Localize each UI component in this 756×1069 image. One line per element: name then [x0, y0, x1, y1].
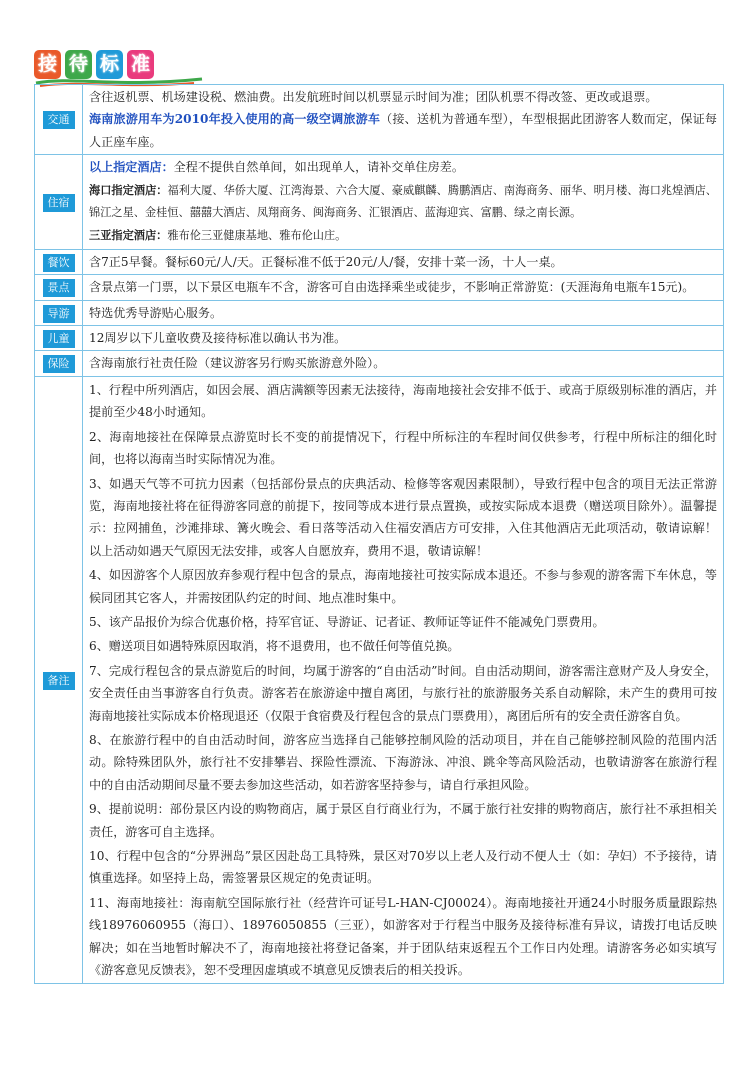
hotel-lead-line	[89, 156, 717, 178]
guide-label: 导游	[43, 305, 75, 323]
remark-note: 10、行程中包含的“分界洲岛”景区因赴岛工具特殊，景区对70岁以上老人及行动不便人士（如：孕妇）不予接待，请慎重选择。如坚持上岛，需签署景区规定的免责证明。	[89, 849, 717, 886]
banner-char: 准	[127, 50, 154, 79]
row-guide	[35, 300, 724, 325]
meals-label: 餐饮	[43, 254, 75, 272]
row-insurance	[35, 351, 724, 376]
row-label-cell	[35, 351, 83, 376]
banner-char: 待	[65, 50, 92, 79]
remark-note: 1、行程中所列酒店，如因会展、酒店满额等因素无法接待，海南地接社会安排不低于、或高于原级别标准的酒店，并提前至少48小时通知。	[89, 382, 717, 420]
remark-note: 6、赠送项目如遇特殊原因取消，将不退费用，也不做任何等值兑换。	[89, 639, 460, 654]
remark-note: 11、海南地接社：海南航空国际旅行社（经营许可证号L-HAN-CJ00024）。海南地接社开通24小时服务质量跟踪热线18976060955（海口）、18976050855（三亚），如游客对于行程当中服务及接待标准有异议，请拨打电话反映解决；如在当地暂时解决不了，海南地接社将登记备案，并于团队结束返程五个工作日内处理。请游客务必如实填写《游客意见反馈表》，恕不受理因虚填或不填意见反馈表后的相关投诉。	[89, 895, 717, 978]
reception-standards-table	[34, 84, 724, 984]
remark-note: 9、提前说明：部份景区内设的购物商店，属于景区自行商业行为，不属于旅行社安排的购物商店，旅行社不承担相关责任，游客可自主选择。	[89, 802, 717, 839]
meals-text: 含7正5早餐。餐标60元/人/天。正餐标准不低于20元/人/餐，安排十菜一汤，十人一桌。	[83, 249, 724, 274]
remark-note: 3、如遇天气等不可抗力因素（包括部份景点的庆典活动、检修等客观因素限制），导致行程中包含的项目无法正常游览，海南地接社将在征得游客同意的前提下，按同等成本进行景点置换，或按实际成本退费（赠送项目除外）。温馨提示：拉网捕鱼，沙滩排球、篝火晚会、看日落等活动入住福安酒店方可安排，入住其他酒店无此项活动，敬请谅解！以上活动如遇天气原因无法安排，或客人自愿放弃，费用不退，敬请谅解！	[89, 476, 717, 558]
sanya-list: 雅布伦三亚健康基地、雅布伦山庄。	[167, 229, 347, 243]
transport-line2-rest: （接、送机为普通车型），车型根据此团游客人数而定，保证每人正座车座。	[89, 112, 717, 149]
haikou-list: 福利大厦、华侨大厦、江湾海景、六合大厦、豪威麒麟、腾鹏酒店、南海商务、丽华、明月楼、海口兆煌酒店、锦江之星、金桂恒、囍囍大酒店、凤翔商务、闽海商务、汇银酒店、蓝海迎宾、富鹏、绿之南长源。	[89, 183, 717, 220]
sanya-title: 三亚指定酒店：	[89, 228, 168, 243]
transport-label: 交通	[43, 111, 75, 129]
remark-note: 2、海南地接社在保障景点游览时长不变的前提情况下，行程中所标注的车程时间仅供参考，行程中所标注的细化时间，也将以海南当时实际情况为准。	[89, 429, 717, 467]
transport-content	[83, 85, 724, 155]
remarks-label: 备注	[43, 672, 75, 690]
section-banner	[34, 50, 204, 86]
row-hotel	[35, 155, 724, 250]
insurance-text: 含海南旅行社责任险（建议游客另行购买旅游意外险）。	[83, 351, 724, 376]
remark-note: 4、如因游客个人原因放弃参观行程中包含的景点，海南地接社可按实际成本退还。不参与参观的游客需下车休息，等候同团其它客人，并需按团队约定的时间、地点准时集中。	[89, 568, 717, 605]
transport-line1: 含往返机票、机场建设税、燃油费。出发航班时间以机票显示时间为准；团队机票不得改签、更改或退票。	[89, 90, 658, 104]
row-label-cell	[35, 275, 83, 300]
hotel-label: 住宿	[43, 194, 75, 212]
row-child	[35, 326, 724, 351]
transport-highlight: 海南旅游用车为2010年投入使用的高一级空调旅游车	[89, 112, 381, 127]
insurance-label: 保险	[43, 355, 75, 373]
sights-text: 含景点第一门票，以下景区电瓶车不含，游客可自由选择乘坐或徒步，不影响正常游览：(天涯海角电瓶车15元)。	[83, 275, 724, 300]
banner-char: 标	[96, 50, 123, 79]
hotel-lead-rest: 全程不提供自然单间，如出现单人，请补交单住房差。	[173, 160, 464, 175]
hotel-lead: 以上指定酒店：	[89, 160, 174, 175]
row-label-cell	[35, 85, 83, 155]
row-label-cell	[35, 249, 83, 274]
transport-line2	[89, 108, 717, 153]
row-label-cell	[35, 155, 83, 250]
row-transport	[35, 85, 724, 155]
banner-char: 接	[34, 50, 61, 79]
row-meals	[35, 249, 724, 274]
row-label-cell	[35, 326, 83, 351]
row-label-cell	[35, 376, 83, 984]
haikou-hotels	[89, 179, 717, 225]
child-text: 12周岁以下儿童收费及接待标准以确认书为准。	[83, 326, 724, 351]
guide-text: 特选优秀导游贴心服务。	[83, 300, 724, 325]
remark-note: 8、在旅游行程中的自由活动时间，游客应当选择自己能够控制风险的活动项目，并在自己能够控制风险的范围内活动。除特殊团队外，旅行社不安排攀岩、探险性漂流、下海游泳、冲浪、跳伞等高风险活动，也敬请游客在旅游行程中的自由活动期间尽量不要去参加这些活动，如若游客坚持参与，请自行承担风险。	[89, 732, 717, 792]
row-remarks	[35, 376, 724, 984]
sanya-hotels	[89, 224, 717, 247]
haikou-title: 海口指定酒店：	[89, 182, 168, 197]
sights-label: 景点	[43, 279, 75, 297]
hotel-content	[83, 155, 724, 250]
remark-note: 5、该产品报价为综合优惠价格，持军官证、导游证、记者证、教师证等证件不能减免门票费用。	[89, 614, 605, 629]
remark-note: 7、完成行程包含的景点游览后的时间，均属于游客的“自由活动”时间。自由活动期间，游客需注意财产及人身安全，安全责任由当事游客自行负责。游客若在旅游途中擅自离团，与旅行社的旅游服务关系自动解除，未产生的费用可按海南地接社实际成本价格现退还（仅限于食宿费及行程包含的景点门票费用），离团后所有的安全责任游客自负。	[89, 663, 717, 723]
row-label-cell	[35, 300, 83, 325]
row-sights	[35, 275, 724, 300]
child-label: 儿童	[43, 330, 75, 348]
remarks-content	[83, 376, 724, 984]
